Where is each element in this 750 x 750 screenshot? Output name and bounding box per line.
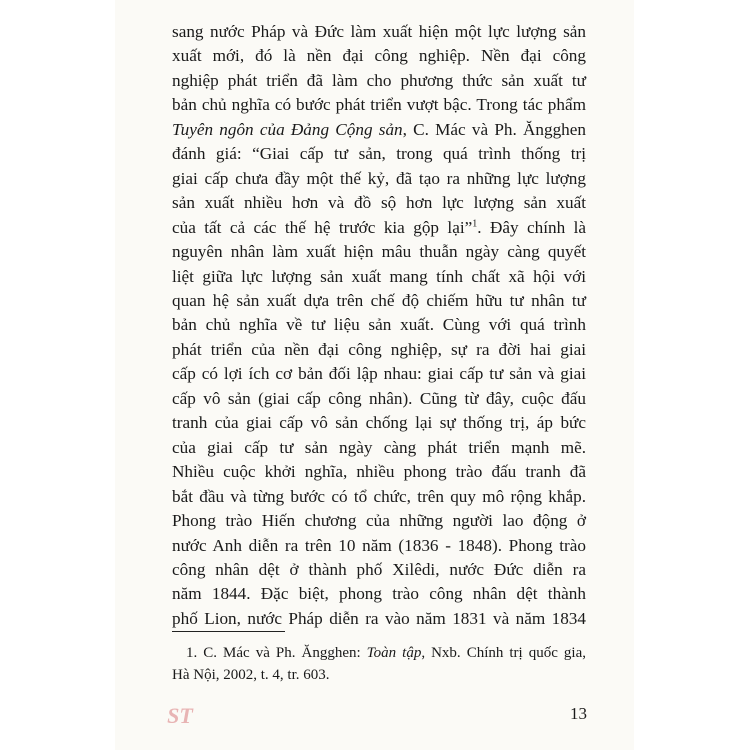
text-fragment: . Đây chính là (477, 217, 586, 237)
footnote (172, 642, 586, 686)
text-line: liệt giữa lực lượng sản xuất mang tính chất xã hội với (172, 266, 586, 286)
text-line: phát triển của nền đại công nghiệp, sự ra đời hai giai (172, 339, 586, 359)
page-number: 13 (570, 704, 587, 723)
text-line: tranh của giai cấp vô sản chống lại sự thống trị, áp bức (172, 413, 586, 433)
text-line: giai cấp chưa đầy một thế kỷ, đã tạo ra những lực lượng (172, 168, 586, 188)
text-fragment: 1. C. Mác và Ph. Ăngghen: (186, 645, 367, 661)
text-line-footnote-ref (172, 216, 586, 240)
text-line: cấp có lợi ích cơ bản đối lập nhau: giai cấp tư sản và giai (172, 364, 586, 384)
book-title: Tuyên ngôn của Đảng Cộng sản (172, 119, 403, 139)
text-line: công nhân dệt ở thành phố Xilêdi, nước Đức diễn ra (172, 559, 586, 579)
text-line: sang nước Pháp và Đức làm xuất hiện một lực lượng sản (172, 22, 586, 41)
text-fragment: của tất cả các thế hệ trước kia gộp lại” (172, 217, 473, 237)
text-line: bản chủ nghĩa có bước phát triển vượt bậc. Trong tác phẩm (172, 95, 586, 115)
text-line: quan hệ sản xuất dựa trên chế độ chiếm hữu tư nhân tư (172, 290, 586, 310)
text-fragment: , C. Mác và Ph. Ăngghen (402, 119, 586, 139)
text-line: xuất mới, đó là nền đại công nghiệp. Nền đại công (172, 46, 586, 66)
text-line: Nhiều cuộc khởi nghĩa, nhiều phong trào đấu tranh đã (172, 462, 586, 482)
text-line: sản xuất nhiều hơn và đồ sộ hơn lực lượng sản xuất (172, 193, 586, 213)
text-line: bản chủ nghĩa về tư liệu sản xuất. Cùng với quá trình (172, 315, 586, 335)
text-fragment: , Nxb. Chính trị quốc gia, (421, 645, 586, 661)
footnote-marker: 1 (472, 217, 478, 229)
footnote-line (172, 642, 586, 664)
text-line: cấp vô sản (giai cấp công nhân). Cũng từ đây, cuộc đấu (172, 388, 586, 408)
footnote-divider (172, 631, 285, 632)
publisher-logo-icon (165, 700, 195, 730)
text-line: năm 1844. Đặc biệt, phong trào công nhân dệt thành (172, 584, 586, 604)
text-line: đánh giá: “Giai cấp tư sản, trong quá trình thống trị (172, 144, 586, 164)
svg-text:ST: ST (167, 703, 193, 728)
text-line: nguyên nhân làm xuất hiện mâu thuẫn ngày càng quyết (172, 242, 586, 262)
footnote-book-title: Toàn tập (366, 645, 422, 661)
text-line-citation (172, 118, 586, 142)
text-line: của giai cấp tư sản ngày càng phát triển mạnh mẽ. (172, 437, 586, 457)
text-line: Phong trào Hiến chương của những người lao động ở (172, 511, 586, 531)
text-line: phố Lion, nước Pháp diễn ra vào năm 1831 và năm 1834 (172, 608, 586, 628)
text-line: nước Anh diễn ra trên 10 năm (1836 - 1848). Phong trào (172, 535, 586, 555)
body-text (172, 20, 586, 631)
text-line: bắt đầu và từng bước có tổ chức, trên quy mô rộng khắp. (172, 486, 586, 506)
footnote-line: Hà Nội, 2002, t. 4, tr. 603. (172, 667, 330, 683)
text-line: nghiệp phát triển đã làm cho phương thức sản xuất tư (172, 70, 586, 90)
